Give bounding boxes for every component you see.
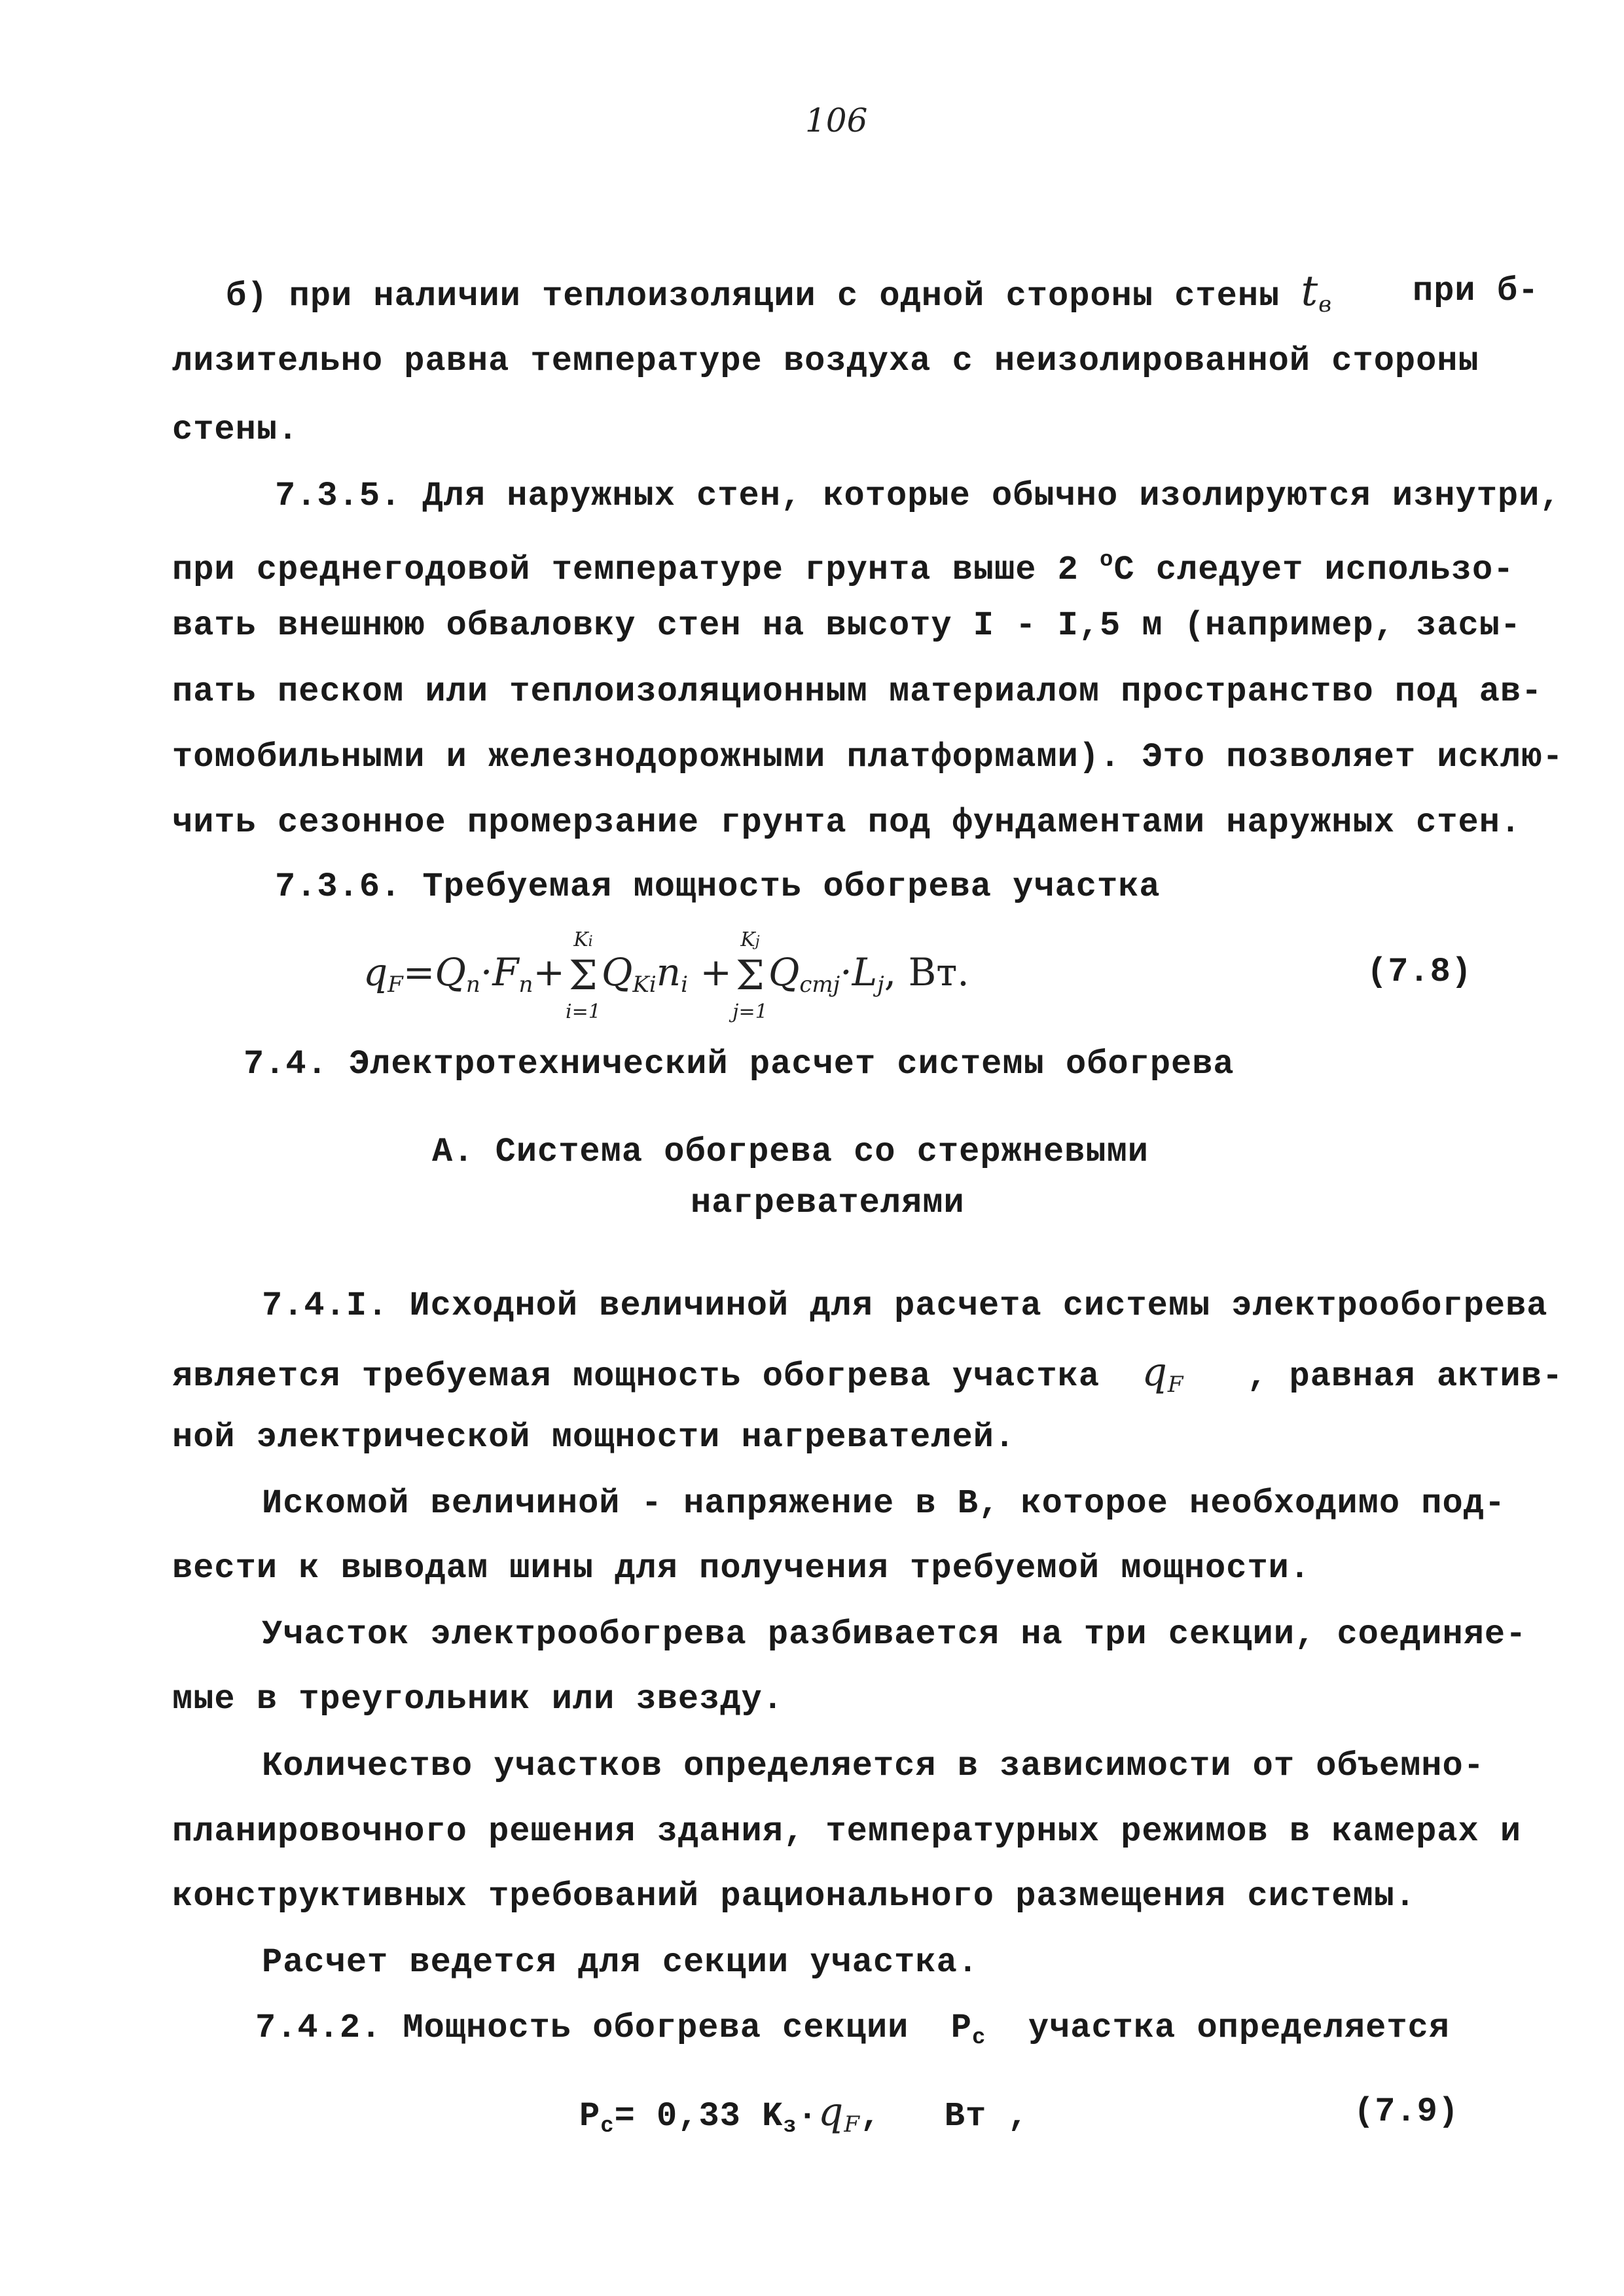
- text-line: Количество участков определяется в зависимости от объемно-: [262, 1747, 1485, 1785]
- text-line: 7.3.5. Для наружных стен, которые обычно изолируются изнутри,: [275, 477, 1561, 515]
- formula-7-8: $q_F=Q_п\cdot F_п+$ Ki Σ i=1 $Q_{Ki}n_i$ + Kj Σ j=1 $Q_{стj}\cdot L_j$, Вт.: [363, 928, 969, 1023]
- text-line: вать внешнюю обваловку стен на высоту I - I,5 м (например, засы-: [172, 606, 1522, 645]
- text-span: б) при наличии теплоизоляции с одной стороны стены: [226, 277, 1280, 316]
- text-line-end: при б-: [1413, 272, 1540, 310]
- text-line: [226, 267, 1332, 324]
- text-line: мые в треугольник или звезду.: [172, 1680, 784, 1719]
- text-line: томобильными и железнодорожными платформами). Это позволяет исклю-: [172, 738, 1564, 776]
- text-line: пать песком или теплоизоляционным материалом пространство под ав-: [172, 672, 1543, 711]
- text-line: Искомой величиной - напряжение в В, которое необходимо под-: [262, 1484, 1506, 1523]
- equation-number: (7.8): [1367, 953, 1473, 991]
- text-line: является требуемая мощность обогрева участка $q_F$ , равная актив-: [172, 1349, 1564, 1398]
- text-line: 7.4.I. Исходной величиной для расчета системы электрообогрева: [262, 1286, 1548, 1325]
- text-line: конструктивных требований рационального размещения системы.: [172, 1877, 1416, 1916]
- formula-7-9: $P_с= 0,33$ $K_з\cdot q_F$, Вт ,: [579, 2089, 1029, 2139]
- sum-symbol: Kj Σ j=1: [732, 928, 768, 1023]
- text-line: чить сезонное промерзание грунта под фундаментами наружных стен.: [172, 803, 1522, 842]
- sum-symbol: Ki Σ i=1: [566, 928, 601, 1023]
- text-line: Участок электрообогрева разбивается на три секции, соединяе-: [262, 1615, 1527, 1654]
- text-line: вести к выводам шины для получения требуемой мощности.: [172, 1549, 1311, 1588]
- symbol-t: $t_в$: [1301, 267, 1332, 318]
- symbol-qF: $q_F$: [1142, 1349, 1184, 1398]
- subsection-heading: А. Система обогрева со стержневыми: [432, 1133, 1149, 1171]
- text-line: 7.3.6. Требуемая мощность обогрева участка: [275, 867, 1161, 906]
- text-line: ной электрической мощности нагревателей.: [172, 1418, 1016, 1457]
- section-heading: 7.4. Электротехнический расчет системы обогрева: [244, 1045, 1235, 1084]
- equation-number: (7.9): [1354, 2092, 1460, 2131]
- text-line: планировочного решения здания, температурных режимов в камерах и: [172, 1812, 1522, 1851]
- text-line: стены.: [172, 410, 299, 449]
- subsection-heading: нагревателями: [691, 1184, 965, 1222]
- text-line: лизительно равна температуре воздуха с неизолированной стороны: [172, 342, 1479, 380]
- text-line: при среднегодовой температуре грунта выше 2 $^о$С следует использо-: [172, 548, 1515, 589]
- text-line: Расчет ведется для секции участка.: [262, 1943, 979, 1982]
- text-line: 7.4.2. Мощность обогрева секции $P_с$ участка определяется: [255, 2009, 1450, 2050]
- page-number: 106: [805, 101, 868, 139]
- symbol-qF: $q_F$: [818, 2089, 860, 2138]
